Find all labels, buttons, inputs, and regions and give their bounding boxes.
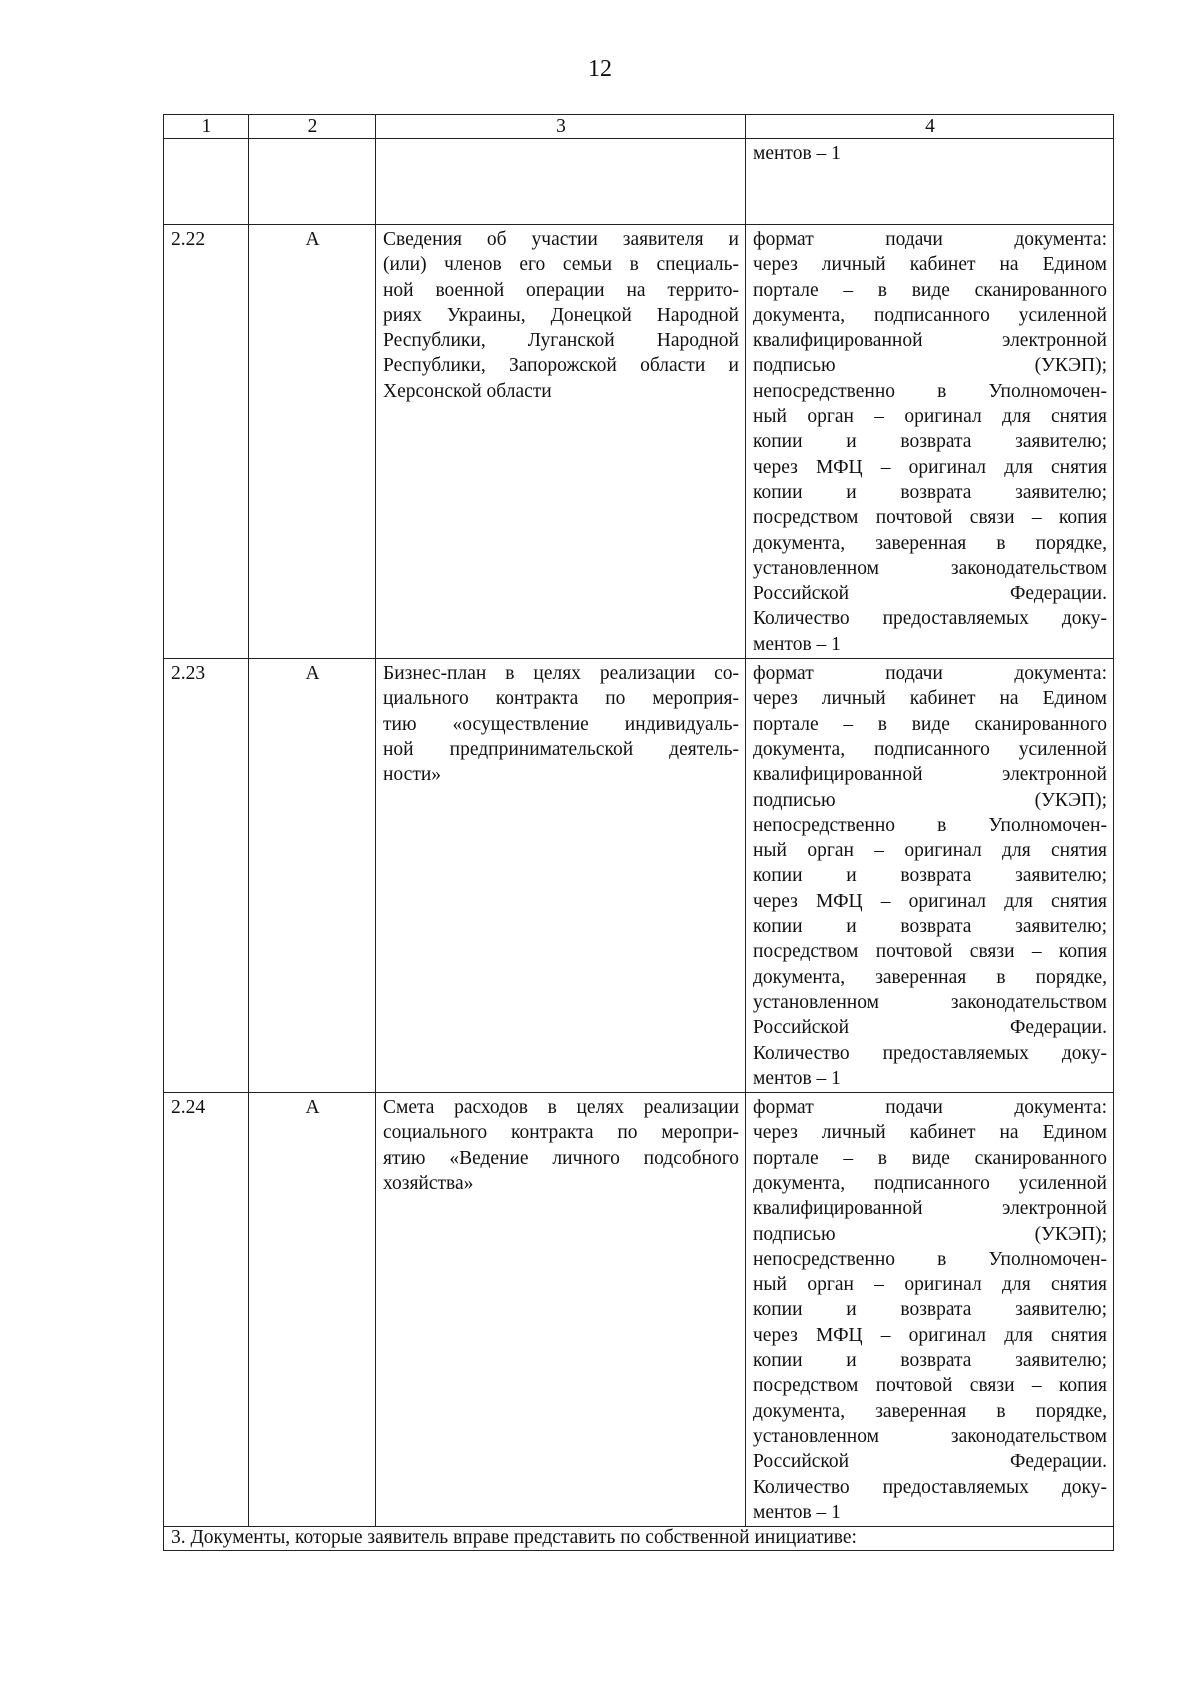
text-line: копии и возврата заявителю; <box>753 916 1107 938</box>
text-line: формат подачи документа: <box>753 663 1107 685</box>
text-line: ментов – 1 <box>753 1067 841 1089</box>
text-line: документа, заверенная в порядке, <box>753 532 1107 554</box>
text-line: копии и возврата заявителю; <box>753 1299 1107 1321</box>
text-line: через МФЦ – оригинал для снятия <box>753 456 1107 478</box>
row-submission-format <box>746 1093 1114 1527</box>
text-line: подписью (УКЭП); <box>753 789 1107 811</box>
text-line: Республики, Луганской Народной <box>383 330 739 352</box>
text-line: подписью (УКЭП); <box>753 1223 1107 1245</box>
text-line: Количество предоставляемых доку- <box>753 1042 1107 1064</box>
text-line: копии и возврата заявителю; <box>753 481 1107 503</box>
text-line: через личный кабинет на Едином <box>753 254 1107 276</box>
text-line: циального контракта по мероприя- <box>383 688 739 710</box>
column-header: 3 <box>376 115 746 139</box>
row-code: 2.22 <box>164 225 249 659</box>
text-line: ментов – 1 <box>753 143 841 164</box>
text-line: документа, заверенная в порядке, <box>753 1400 1107 1422</box>
text-line: Российской Федерации. <box>753 583 1107 605</box>
text-line: Российской Федерации. <box>753 1017 1107 1039</box>
text-line: Количество предоставляемых доку- <box>753 1476 1107 1498</box>
text-line: Российской Федерации. <box>753 1451 1107 1473</box>
table-row <box>164 225 1114 659</box>
text-line: установленном законодательством <box>753 991 1107 1013</box>
row-description <box>376 1093 746 1527</box>
documents-table <box>163 114 1114 1551</box>
table-row <box>164 659 1114 1093</box>
text-line: установленном законодательством <box>753 557 1107 579</box>
text-line: социального контракта по меропри- <box>383 1122 739 1144</box>
text-line: ный орган – оригинал для снятия <box>753 840 1107 862</box>
continuation-cell <box>746 139 1114 225</box>
text-line: квалифицированной электронной <box>753 1198 1107 1220</box>
text-line: ментов – 1 <box>753 1501 841 1523</box>
row-category: А <box>249 1093 376 1527</box>
table-row <box>164 1093 1114 1527</box>
text-line: Бизнес-план в целях реализации со- <box>383 663 739 685</box>
text-line: ментов – 1 <box>753 633 841 655</box>
row-code: 2.23 <box>164 659 249 1093</box>
text-line: квалифицированной электронной <box>753 764 1107 786</box>
text-line: установленном законодательством <box>753 1425 1107 1447</box>
page-number: 12 <box>588 56 612 82</box>
column-header: 4 <box>746 115 1114 139</box>
text-line: тию «осуществление индивидуаль- <box>383 713 739 735</box>
text-line: через МФЦ – оригинал для снятия <box>753 890 1107 912</box>
row-submission-format <box>746 225 1114 659</box>
continuation-row <box>164 139 1114 225</box>
text-line: посредством почтовой связи – копия <box>753 941 1107 963</box>
text-line: Количество предоставляемых доку- <box>753 608 1107 630</box>
text-line: копии и возврата заявителю; <box>753 431 1107 453</box>
text-line: Сведения об участии заявителя и <box>383 229 739 250</box>
text-line: документа, заверенная в порядке, <box>753 966 1107 988</box>
text-line: подписью (УКЭП); <box>753 355 1107 377</box>
text-line: непосредственно в Уполномочен- <box>753 814 1107 836</box>
text-line: портале – в виде сканированного <box>753 713 1107 735</box>
text-line: ной предпринимательской деятель- <box>383 738 739 760</box>
text-line: портале – в виде сканированного <box>753 279 1107 301</box>
text-line: ный орган – оригинал для снятия <box>753 406 1107 428</box>
text-line: Республики, Запорожской области и <box>383 355 739 377</box>
text-line: (или) членов его семьи в специаль- <box>383 254 739 276</box>
text-line: посредством почтовой связи – копия <box>753 1375 1107 1397</box>
text-line: непосредственно в Уполномочен- <box>753 1248 1107 1270</box>
text-line: хозяйства» <box>383 1172 474 1194</box>
text-line: документа, подписанного усиленной <box>753 304 1107 326</box>
text-line: формат подачи документа: <box>753 1097 1107 1119</box>
text-line: документа, подписанного усиленной <box>753 738 1107 760</box>
text-line: через МФЦ – оригинал для снятия <box>753 1324 1107 1346</box>
text-line: формат подачи документа: <box>753 229 1107 250</box>
section-heading: 3. Документы, которые заявитель вправе представить по собственной инициативе: <box>164 1527 1114 1551</box>
text-line: посредством почтовой связи – копия <box>753 507 1107 529</box>
text-line: ный орган – оригинал для снятия <box>753 1274 1107 1296</box>
text-line: копии и возврата заявителю; <box>753 865 1107 887</box>
column-header: 2 <box>249 115 376 139</box>
text-line: ности» <box>383 764 442 786</box>
text-line: копии и возврата заявителю; <box>753 1350 1107 1372</box>
row-description <box>376 225 746 659</box>
text-line: риях Украины, Донецкой Народной <box>383 304 739 326</box>
row-category: А <box>249 225 376 659</box>
text-line: документа, подписанного усиленной <box>753 1172 1107 1194</box>
text-line: через личный кабинет на Едином <box>753 688 1107 710</box>
text-line: квалифицированной электронной <box>753 330 1107 352</box>
text-line: Смета расходов в целях реализации <box>383 1097 739 1119</box>
row-description <box>376 659 746 1093</box>
text-line: ной военной операции на террито- <box>383 279 739 301</box>
row-submission-format <box>746 659 1114 1093</box>
text-line: Херсонской области <box>383 380 552 402</box>
text-line: непосредственно в Уполномочен- <box>753 380 1107 402</box>
text-line: ятию «Ведение личного подсобного <box>383 1147 739 1169</box>
row-category: А <box>249 659 376 1093</box>
column-header: 1 <box>164 115 249 139</box>
text-line: через личный кабинет на Едином <box>753 1122 1107 1144</box>
table-header-row <box>164 115 1114 139</box>
text-line: портале – в виде сканированного <box>753 1147 1107 1169</box>
section-heading-row <box>164 1527 1114 1551</box>
row-code: 2.24 <box>164 1093 249 1527</box>
